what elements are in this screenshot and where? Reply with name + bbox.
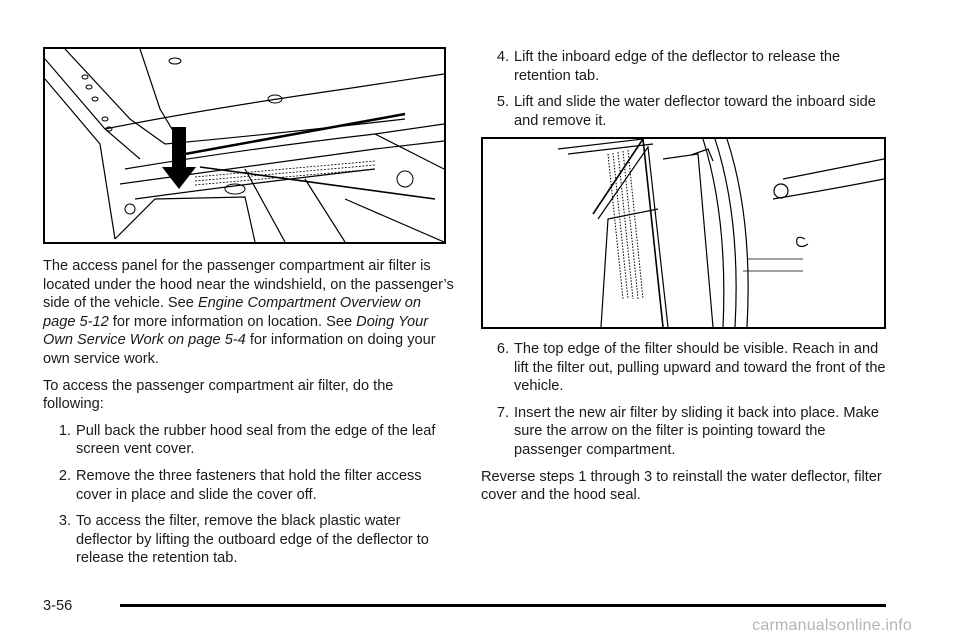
step-number: 3.	[58, 513, 71, 530]
engine-overview-reference: Engine Compartment Overview on page 5-12	[43, 295, 422, 330]
closing-paragraph: Reverse steps 1 through 3 to reinstall the water deflector, filter cover and the hood seal.	[481, 468, 882, 504]
step-text: Insert the new air filter by sliding it back into place. Make sure the arrow on the filter is pointing toward the passenger compartment.	[514, 404, 880, 458]
lead-paragraph: To access the passenger compartment air filter, do the following:	[43, 377, 394, 413]
step-number: 2.	[58, 467, 71, 484]
step-number: 1.	[58, 422, 71, 439]
step-text: The top edge of the filter should be visible. Reach in and lift the filter out, pulling upward and toward the front of the vehicle.	[514, 341, 886, 395]
right-column-top	[481, 48, 893, 138]
service-work-reference: Doing Your Own Service Work on page 5-4	[43, 313, 429, 349]
hood-cowl-drawing	[45, 49, 444, 242]
step-number: 4.	[496, 49, 509, 65]
step-text: To access the filter, remove the black plastic water deflector by lifting the outboard edge of the deflector to release the retention tab.	[76, 513, 429, 567]
step-2	[43, 467, 455, 504]
intro-text-2: for more information on location. See	[108, 313, 357, 330]
step-text: Lift and slide the water deflector toward the inboard side and remove it.	[514, 94, 876, 129]
step-5	[481, 93, 893, 130]
step-number: 7.	[496, 404, 509, 421]
step-4	[481, 48, 893, 85]
filter-removal-illustration	[481, 137, 886, 329]
filter-removal-drawing	[483, 139, 884, 327]
step-7	[481, 404, 893, 460]
intro-text-3: for information on doing your own service work.	[43, 332, 436, 367]
hood-cowl-illustration	[43, 47, 446, 244]
step-3	[43, 512, 455, 568]
step-text: Pull back the rubber hood seal from the edge of the leaf screen vent cover.	[76, 422, 436, 458]
step-1	[43, 422, 455, 459]
step-text: Lift the inboard edge of the deflector to release the retention tab.	[514, 49, 841, 84]
step-number: 6.	[496, 341, 509, 357]
right-column-bottom	[481, 340, 893, 513]
footer-divider	[120, 604, 886, 607]
page-number: 3-56	[43, 598, 73, 614]
left-column	[43, 257, 455, 576]
watermark: carmanualsonline.info	[752, 617, 912, 634]
intro-text-1: The access panel for the passenger compartment air filter is located under the hood near the windshield, on the passenger’s side of the vehicle. See	[43, 258, 454, 312]
step-text: Remove the three fasteners that hold the filter access cover in place and slide the cover off.	[76, 467, 422, 503]
step-6	[481, 340, 893, 396]
step-number: 5.	[496, 94, 509, 111]
intro-paragraph	[43, 257, 455, 369]
